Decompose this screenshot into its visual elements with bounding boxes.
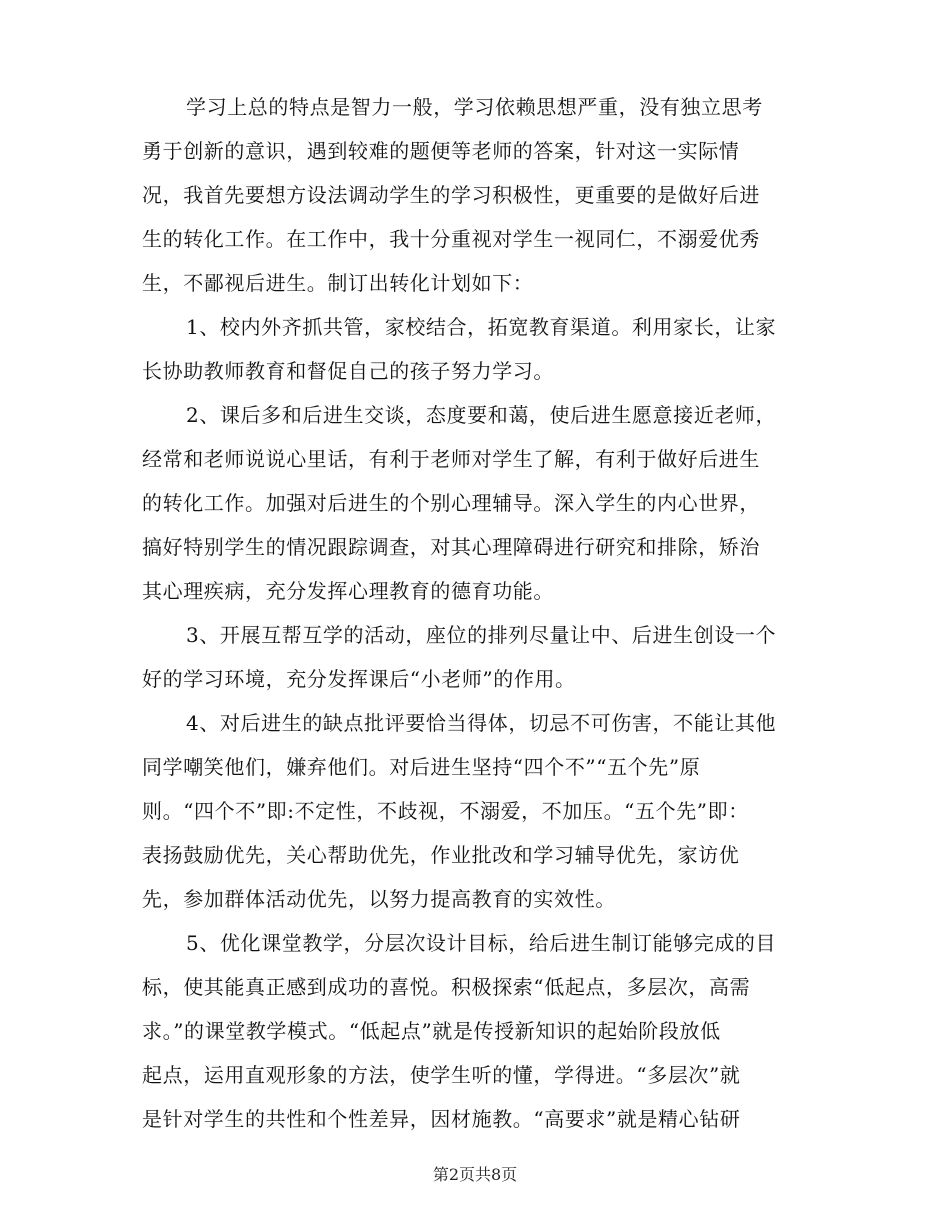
paragraph-line: 况，我首先要想方设法调动学生的学习积极性，更重要的是做好后进 bbox=[142, 183, 760, 207]
paragraph-line: 的转化工作。加强对后进生的个别心理辅导。深入学生的内心世界， bbox=[142, 491, 760, 515]
paragraph-line: 其心理疾病，充分发挥心理教育的德育功能。 bbox=[142, 579, 554, 603]
paragraph-line: 长协助教师教育和督促自己的孩子努力学习。 bbox=[142, 359, 554, 383]
paragraph-line: 2、课后多和后进生交谈，态度要和蔼，使后进生愿意接近老师， bbox=[186, 403, 777, 427]
paragraph-line: 生的转化工作。在工作中，我十分重视对学生一视同仁，不溺爱优秀 bbox=[142, 227, 760, 251]
paragraph-line: 先，参加群体活动优先，以努力提高教育的实效性。 bbox=[142, 887, 616, 911]
paragraph-line: 勇于创新的意识，遇到较难的题便等老师的答案，针对这一实际情 bbox=[142, 139, 740, 163]
paragraph-line: 是针对学生的共性和个性差异，因材施教。“高要求”就是精心钻研 bbox=[142, 1107, 741, 1131]
paragraph-line: 标，使其能真正感到成功的喜悦。积极探索“低起点，多层次，高需 bbox=[142, 975, 751, 999]
paragraph-line: 经常和老师说说心里话，有利于老师对学生了解，有利于做好后进生 bbox=[142, 447, 760, 471]
paragraph-line: 好的学习环境，充分发挥课后“小老师”的作用。 bbox=[142, 667, 576, 691]
paragraph-line: 求。”的课堂教学模式。“低起点”就是传授新知识的起始阶段放低 bbox=[142, 1019, 721, 1043]
paragraph-line: 搞好特别学生的情况跟踪调查，对其心理障碍进行研究和排除，矫治 bbox=[142, 535, 760, 559]
paragraph-line: 学习上总的特点是智力一般，学习依赖思想严重，没有独立思考 bbox=[186, 95, 763, 119]
paragraph-line: 5、优化课堂教学，分层次设计目标，给后进生制订能够完成的目 bbox=[186, 931, 777, 955]
paragraph-line: 表扬鼓励优先，关心帮助优先，作业批改和学习辅导优先，家访优 bbox=[142, 843, 740, 867]
paragraph-line: 生，不鄙视后进生。制订出转化计划如下： bbox=[142, 271, 534, 295]
paragraph-line: 起点，运用直观形象的方法，使学生听的懂，学得进。“多层次”就 bbox=[142, 1063, 741, 1087]
paragraph-line: 同学嘲笑他们，嫌弃他们。对后进生坚持“四个不”“五个先”原 bbox=[142, 755, 701, 779]
paragraph-line: 则。“四个不”即:不定性，不歧视，不溺爱，不加压。“五个先”即： bbox=[142, 799, 749, 823]
paragraph-line: 4、对后进生的缺点批评要恰当得体，切忌不可伤害，不能让其他 bbox=[186, 711, 777, 735]
paragraph-line: 1、校内外齐抓共管，家校结合，拓宽教育渠道。利用家长，让家 bbox=[186, 315, 777, 339]
paragraph-line: 3、开展互帮互学的活动，座位的排列尽量让中、后进生创设一个 bbox=[186, 623, 777, 647]
page-number-footer: 第2页共8页 bbox=[432, 1165, 518, 1184]
